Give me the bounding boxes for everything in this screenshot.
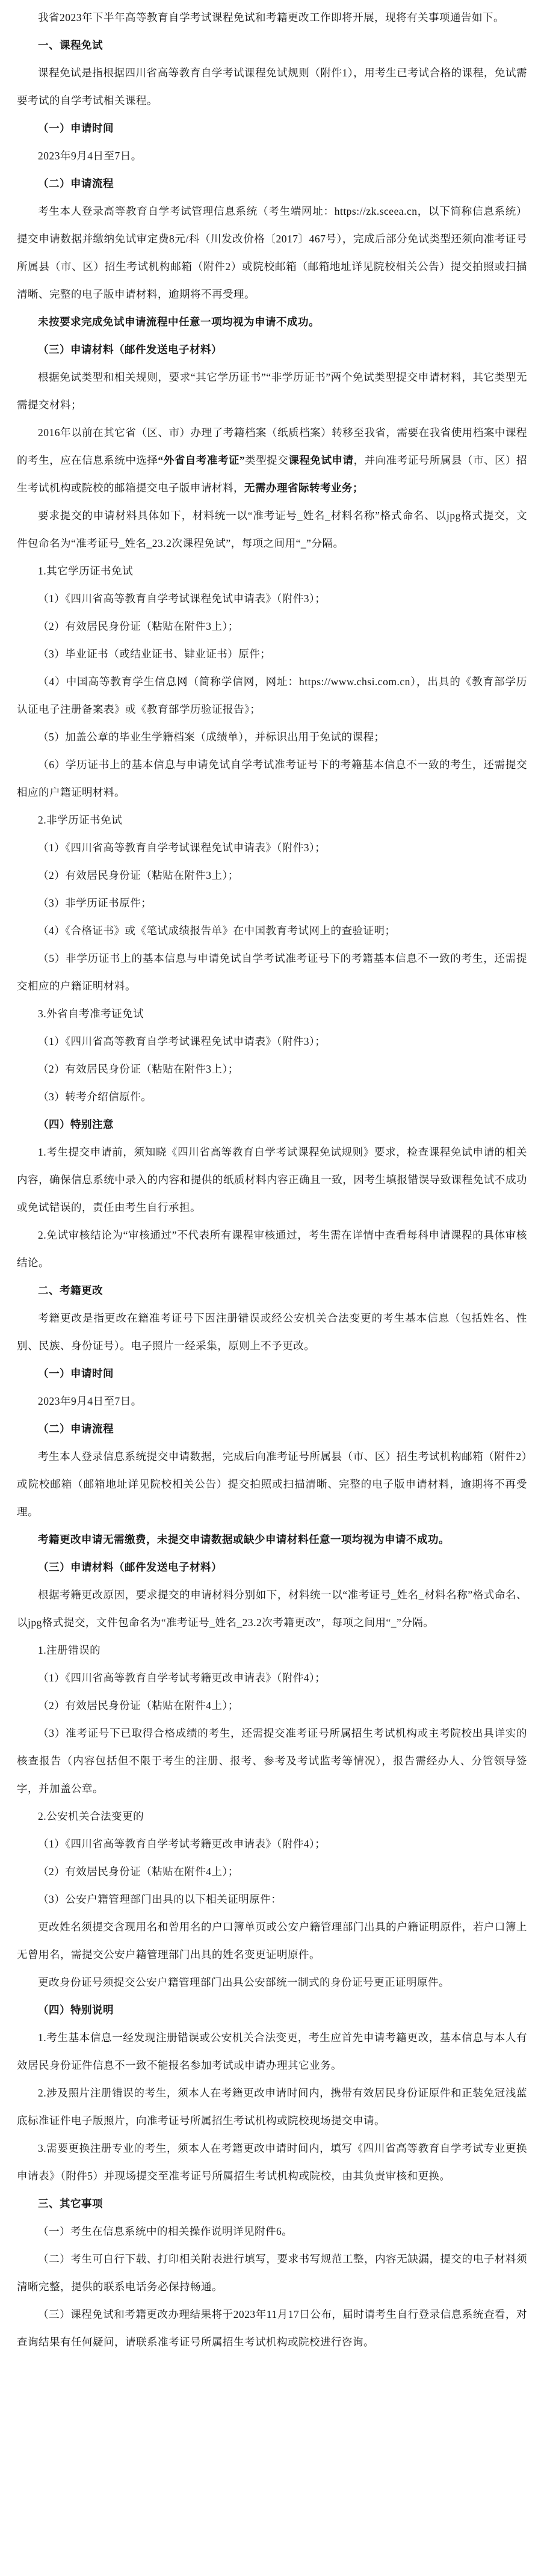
paragraph xyxy=(17,834,527,861)
text-run: （一）考生在信息系统中的相关操作说明详见附件6。 xyxy=(38,2225,293,2237)
text-run: （2）有效居民身份证（粘贴在附件3上）； xyxy=(38,869,239,881)
text-run: 根据考籍更改原因，要求提交的申请材料分别如下，材料统一以“准考证号_姓名_材料名称”格式命名、以jpg格式提交，文件包命名为“准考证号_姓名_23.2次考籍更改”，每项之间用“_”分隔。 xyxy=(17,1589,527,1628)
text-run: 1.考生基本信息一经发现注册错误或公安机关合法变更，考生应首先申请考籍更改，基本信息与本人有效居民身份证件信息不一致不能报名参加考试或申请办理其它业务。 xyxy=(17,2032,527,2071)
text-run: （二）考生可自行下载、打印相关附表进行填写，要求书写规范工整，内容无缺漏，提交的电子材料须清晰完整，提供的联系电话务必保持畅通。 xyxy=(17,2253,527,2293)
text-run: （三）申请材料（邮件发送电子材料） xyxy=(38,1561,222,1573)
text-run: （1）《四川省高等教育自学考试考籍更改申请表》（附件4）； xyxy=(38,1672,326,1684)
paragraph xyxy=(17,585,527,612)
text-run: 3.外省自考准考证免试 xyxy=(38,1008,144,1020)
paragraph xyxy=(17,1830,527,1858)
text-run: （1）《四川省高等教育自学考试课程免试申请表》（附件3）； xyxy=(38,593,326,605)
paragraph xyxy=(17,2300,527,2356)
text-run: （二）申请流程 xyxy=(38,1423,114,1435)
text-run: （4）《合格证书》或《笔试成绩报告单》在中国教育考试网上的查验证明； xyxy=(38,925,396,937)
paragraph xyxy=(17,2024,527,2079)
text-run: 2016年以前在其它省（区、市）办理了考籍档案（纸质档案）转移至我省，需要在我省使用档案中课程的考生，应在信息系统中选择 xyxy=(17,427,527,466)
text-run: （5）加盖公章的毕业生学籍档案（成绩单），并标识出用于免试的课程； xyxy=(38,731,385,743)
text-run: 1.注册错误的 xyxy=(38,1644,101,1656)
text-run: （二）申请流程 xyxy=(38,177,114,190)
paragraph xyxy=(17,363,527,419)
section-heading xyxy=(17,1553,527,1581)
text-run: 根据免试类型和相关规则，要求“其它学历证书”“非学历证书”两个免试类型提交申请材料，其它类型无需提交材料； xyxy=(17,371,527,411)
paragraph xyxy=(17,1387,527,1415)
text-run: 考籍更改申请无需缴费，未提交申请数据或缺少申请材料任意一项均视为申请不成功。 xyxy=(38,1533,450,1545)
text-run: 更改姓名须提交含现用名和曾用名的户口簿单页或公安户籍管理部门出具的户籍证明原件，若户口簿上无曾用名，需提交公安户籍管理部门出具的姓名变更证明原件。 xyxy=(17,1921,527,1961)
paragraph xyxy=(17,2079,527,2134)
section-heading xyxy=(17,1415,527,1443)
text-run: 考籍更改是指更改在籍准考证号下因注册错误或经公安机关合法变更的考生基本信息（包括姓名、性别、民族、身份证号）。电子照片一经采集，原则上不予更改。 xyxy=(17,1312,527,1352)
paragraph xyxy=(17,142,527,170)
text-run: 课程免试是指根据四川省高等教育自学考试课程免试规则（附件1），用考生已考试合格的课程，免试需要考试的自学考试相关课程。 xyxy=(17,67,527,106)
text-run: 要求提交的申请材料具体如下，材料统一以“准考证号_姓名_材料名称”格式命名、以jpg格式提交，文件包命名为“准考证号_姓名_23.2次课程免试”，每项之间用“_”分隔。 xyxy=(17,510,527,549)
paragraph xyxy=(17,612,527,640)
paragraph xyxy=(17,197,527,308)
paragraph xyxy=(17,944,527,1000)
text-run: （四）特别说明 xyxy=(38,2004,114,2016)
paragraph xyxy=(17,2245,527,2300)
text-run: （1）《四川省高等教育自学考试考籍更改申请表》（附件4）； xyxy=(38,1838,326,1850)
section-heading xyxy=(17,336,527,363)
paragraph xyxy=(17,1885,527,1913)
paragraph xyxy=(17,1443,527,1526)
text-run: 2023年9月4日至7日。 xyxy=(38,150,142,162)
paragraph xyxy=(17,917,527,944)
paragraph xyxy=(17,1913,527,1968)
paragraph xyxy=(17,308,527,336)
text-run: 考生本人登录高等教育自学考试管理信息系统（考生端网址：https://zk.sceea.cn，以下简称信息系统）提交申请数据并缴纳免试审定费8元/科（川发改价格〔2017〕467号），完成后部分免试类型还须向准考证号所属县（市、区）招生考试机构邮箱（附件2）或院校邮箱（邮箱地址详见院校相关公告）提交拍照或扫描清晰、完整的电子版申请材料，逾期将不再受理。 xyxy=(17,205,527,300)
paragraph xyxy=(17,1138,527,1221)
text-run: 二、考籍更改 xyxy=(38,1284,103,1296)
section-heading xyxy=(17,114,527,142)
paragraph xyxy=(17,1968,527,1996)
text-run: ，并向准考证号所属县（市、区）招生考试机构或院校的邮箱提交电子版申请材料， xyxy=(17,454,528,494)
paragraph xyxy=(17,1802,527,1830)
text-run: （3）转考介绍信原件。 xyxy=(38,1091,152,1103)
section-heading xyxy=(17,2190,527,2217)
paragraph xyxy=(17,419,527,502)
paragraph xyxy=(17,1858,527,1885)
text-run: 考生本人登录信息系统提交申请数据，完成后向准考证号所属县（市、区）招生考试机构邮箱（附件2）或院校邮箱（邮箱地址详见院校相关公告）提交拍照或扫描清晰、完整的电子版申请材料，逾期将不再受理。 xyxy=(17,1450,527,1518)
text-run: （三）申请材料（邮件发送电子材料） xyxy=(38,344,222,356)
text-run: “外省自考准考证” xyxy=(158,454,246,466)
paragraph xyxy=(17,1000,527,1028)
paragraph xyxy=(17,751,527,806)
text-run: （1）《四川省高等教育自学考试课程免试申请表》（附件3）； xyxy=(38,1035,326,1047)
text-run: （一）申请时间 xyxy=(38,1367,114,1379)
text-run: （四）特别注意 xyxy=(38,1118,114,1130)
paragraph xyxy=(17,1636,527,1664)
text-run: 课程免试申请 xyxy=(288,454,354,466)
text-run: （2）有效居民身份证（粘贴在附件3上）； xyxy=(38,620,239,632)
text-run: （4）中国高等教育学生信息网（简称学信网，网址：https://www.chsi.com.cn），出具的《教育部学历认证电子注册备案表》或《教育部学历验证报告》； xyxy=(17,676,527,715)
paragraph xyxy=(17,889,527,917)
paragraph xyxy=(17,2217,527,2245)
text-run: 一、课程免试 xyxy=(38,39,103,51)
section-heading xyxy=(17,1996,527,2024)
text-run: （3）准考证号下已取得合格成绩的考生，还需提交准考证号所属招生考试机构或主考院校出具详实的核查报告（内容包括但不限于考生的注册、报考、参考及考试监考等情况），报告需经办人、分管领导签字，并加盖公章。 xyxy=(17,1727,527,1795)
text-run: 更改身份证号须提交公安户籍管理部门出具公安部统一制式的身份证号更正证明原件。 xyxy=(38,1976,450,1988)
text-run: 1.考生提交申请前，须知晓《四川省高等教育自学考试课程免试规则》要求，检查课程免试申请的相关内容，确保信息系统中录入的内容和提供的纸质材料内容正确且一致，因考生填报错误导致课程免试不成功或免试错误的，责任由考生自行承担。 xyxy=(17,1146,527,1213)
text-run: 3.需要更换注册专业的考生，须本人在考籍更改申请时间内，填写《四川省高等教育自学考试专业更换申请表》（附件5）并现场提交至准考证号所属招生考试机构或院校，由其负责审核和更换。 xyxy=(17,2142,527,2182)
section-heading xyxy=(17,1111,527,1138)
paragraph xyxy=(17,1055,527,1083)
paragraph xyxy=(17,1083,527,1111)
text-run: 2.非学历证书免试 xyxy=(38,814,123,826)
paragraph xyxy=(17,640,527,668)
paragraph xyxy=(17,1028,527,1055)
text-run: 类型提交 xyxy=(245,454,289,466)
paragraph xyxy=(17,861,527,889)
text-run: （3）毕业证书（或结业证书、肄业证书）原件； xyxy=(38,648,271,660)
text-run: 2023年9月4日至7日。 xyxy=(38,1395,142,1407)
text-run: 未按要求完成免试申请流程中任意一项均视为申请不成功。 xyxy=(38,316,320,328)
section-heading xyxy=(17,170,527,197)
text-run: 2.涉及照片注册错误的考生，须本人在考籍更改申请时间内，携带有效居民身份证原件和正装免冠浅蓝底标准证件电子版照片，向准考证号所属招生考试机构或院校现场提交申请。 xyxy=(17,2087,527,2127)
text-run: 1.其它学历证书免试 xyxy=(38,565,134,577)
paragraph xyxy=(17,502,527,557)
paragraph xyxy=(17,59,527,114)
paragraph xyxy=(17,806,527,834)
paragraph xyxy=(17,2134,527,2190)
section-heading xyxy=(17,1360,527,1387)
document-body xyxy=(17,4,527,2356)
paragraph xyxy=(17,1664,527,1692)
paragraph xyxy=(17,1526,527,1553)
section-heading xyxy=(17,1277,527,1304)
text-run: 无需办理省际转考业务； xyxy=(244,482,363,494)
paragraph xyxy=(17,1221,527,1277)
text-run: （6）学历证书上的基本信息与申请免试自学考试准考证号下的考籍基本信息不一致的考生，还需提交相应的户籍证明材料。 xyxy=(17,759,527,798)
paragraph xyxy=(17,668,527,723)
text-run: （2）有效居民身份证（粘贴在附件4上）； xyxy=(38,1699,239,1712)
text-run: （1）《四川省高等教育自学考试课程免试申请表》（附件3）； xyxy=(38,842,326,854)
text-run: （2）有效居民身份证（粘贴在附件3上）； xyxy=(38,1063,239,1075)
paragraph xyxy=(17,4,527,31)
paragraph xyxy=(17,1692,527,1719)
text-run: （一）申请时间 xyxy=(38,122,114,134)
text-run: （3）公安户籍管理部门出具的以下相关证明原件： xyxy=(38,1893,282,1905)
text-run: 2.免试审核结论为“审核通过”不代表所有课程审核通过，考生需在详情中查看每科申请课程的具体审核结论。 xyxy=(17,1229,527,1269)
text-run: 2.公安机关合法变更的 xyxy=(38,1810,144,1822)
text-run: （5）非学历证书上的基本信息与申请免试自学考试准考证号下的考籍基本信息不一致的考生，还需提交相应的户籍证明材料。 xyxy=(17,952,527,992)
paragraph xyxy=(17,1719,527,1802)
section-heading xyxy=(17,31,527,59)
paragraph xyxy=(17,557,527,585)
text-run: （2）有效居民身份证（粘贴在附件4上）； xyxy=(38,1866,239,1878)
paragraph xyxy=(17,1304,527,1360)
text-run: （三）课程免试和考籍更改办理结果将于2023年11月17日公布，届时请考生自行登录信息系统查看，对查询结果有任何疑问，请联系准考证号所属招生考试机构或院校进行咨询。 xyxy=(17,2308,527,2348)
text-run: 我省2023年下半年高等教育自学考试课程免试和考籍更改工作即将开展，现将有关事项通告如下。 xyxy=(38,11,504,23)
paragraph xyxy=(17,723,527,751)
paragraph xyxy=(17,1581,527,1636)
text-run: 三、其它事项 xyxy=(38,2198,103,2210)
text-run: （3）非学历证书原件； xyxy=(38,897,152,909)
